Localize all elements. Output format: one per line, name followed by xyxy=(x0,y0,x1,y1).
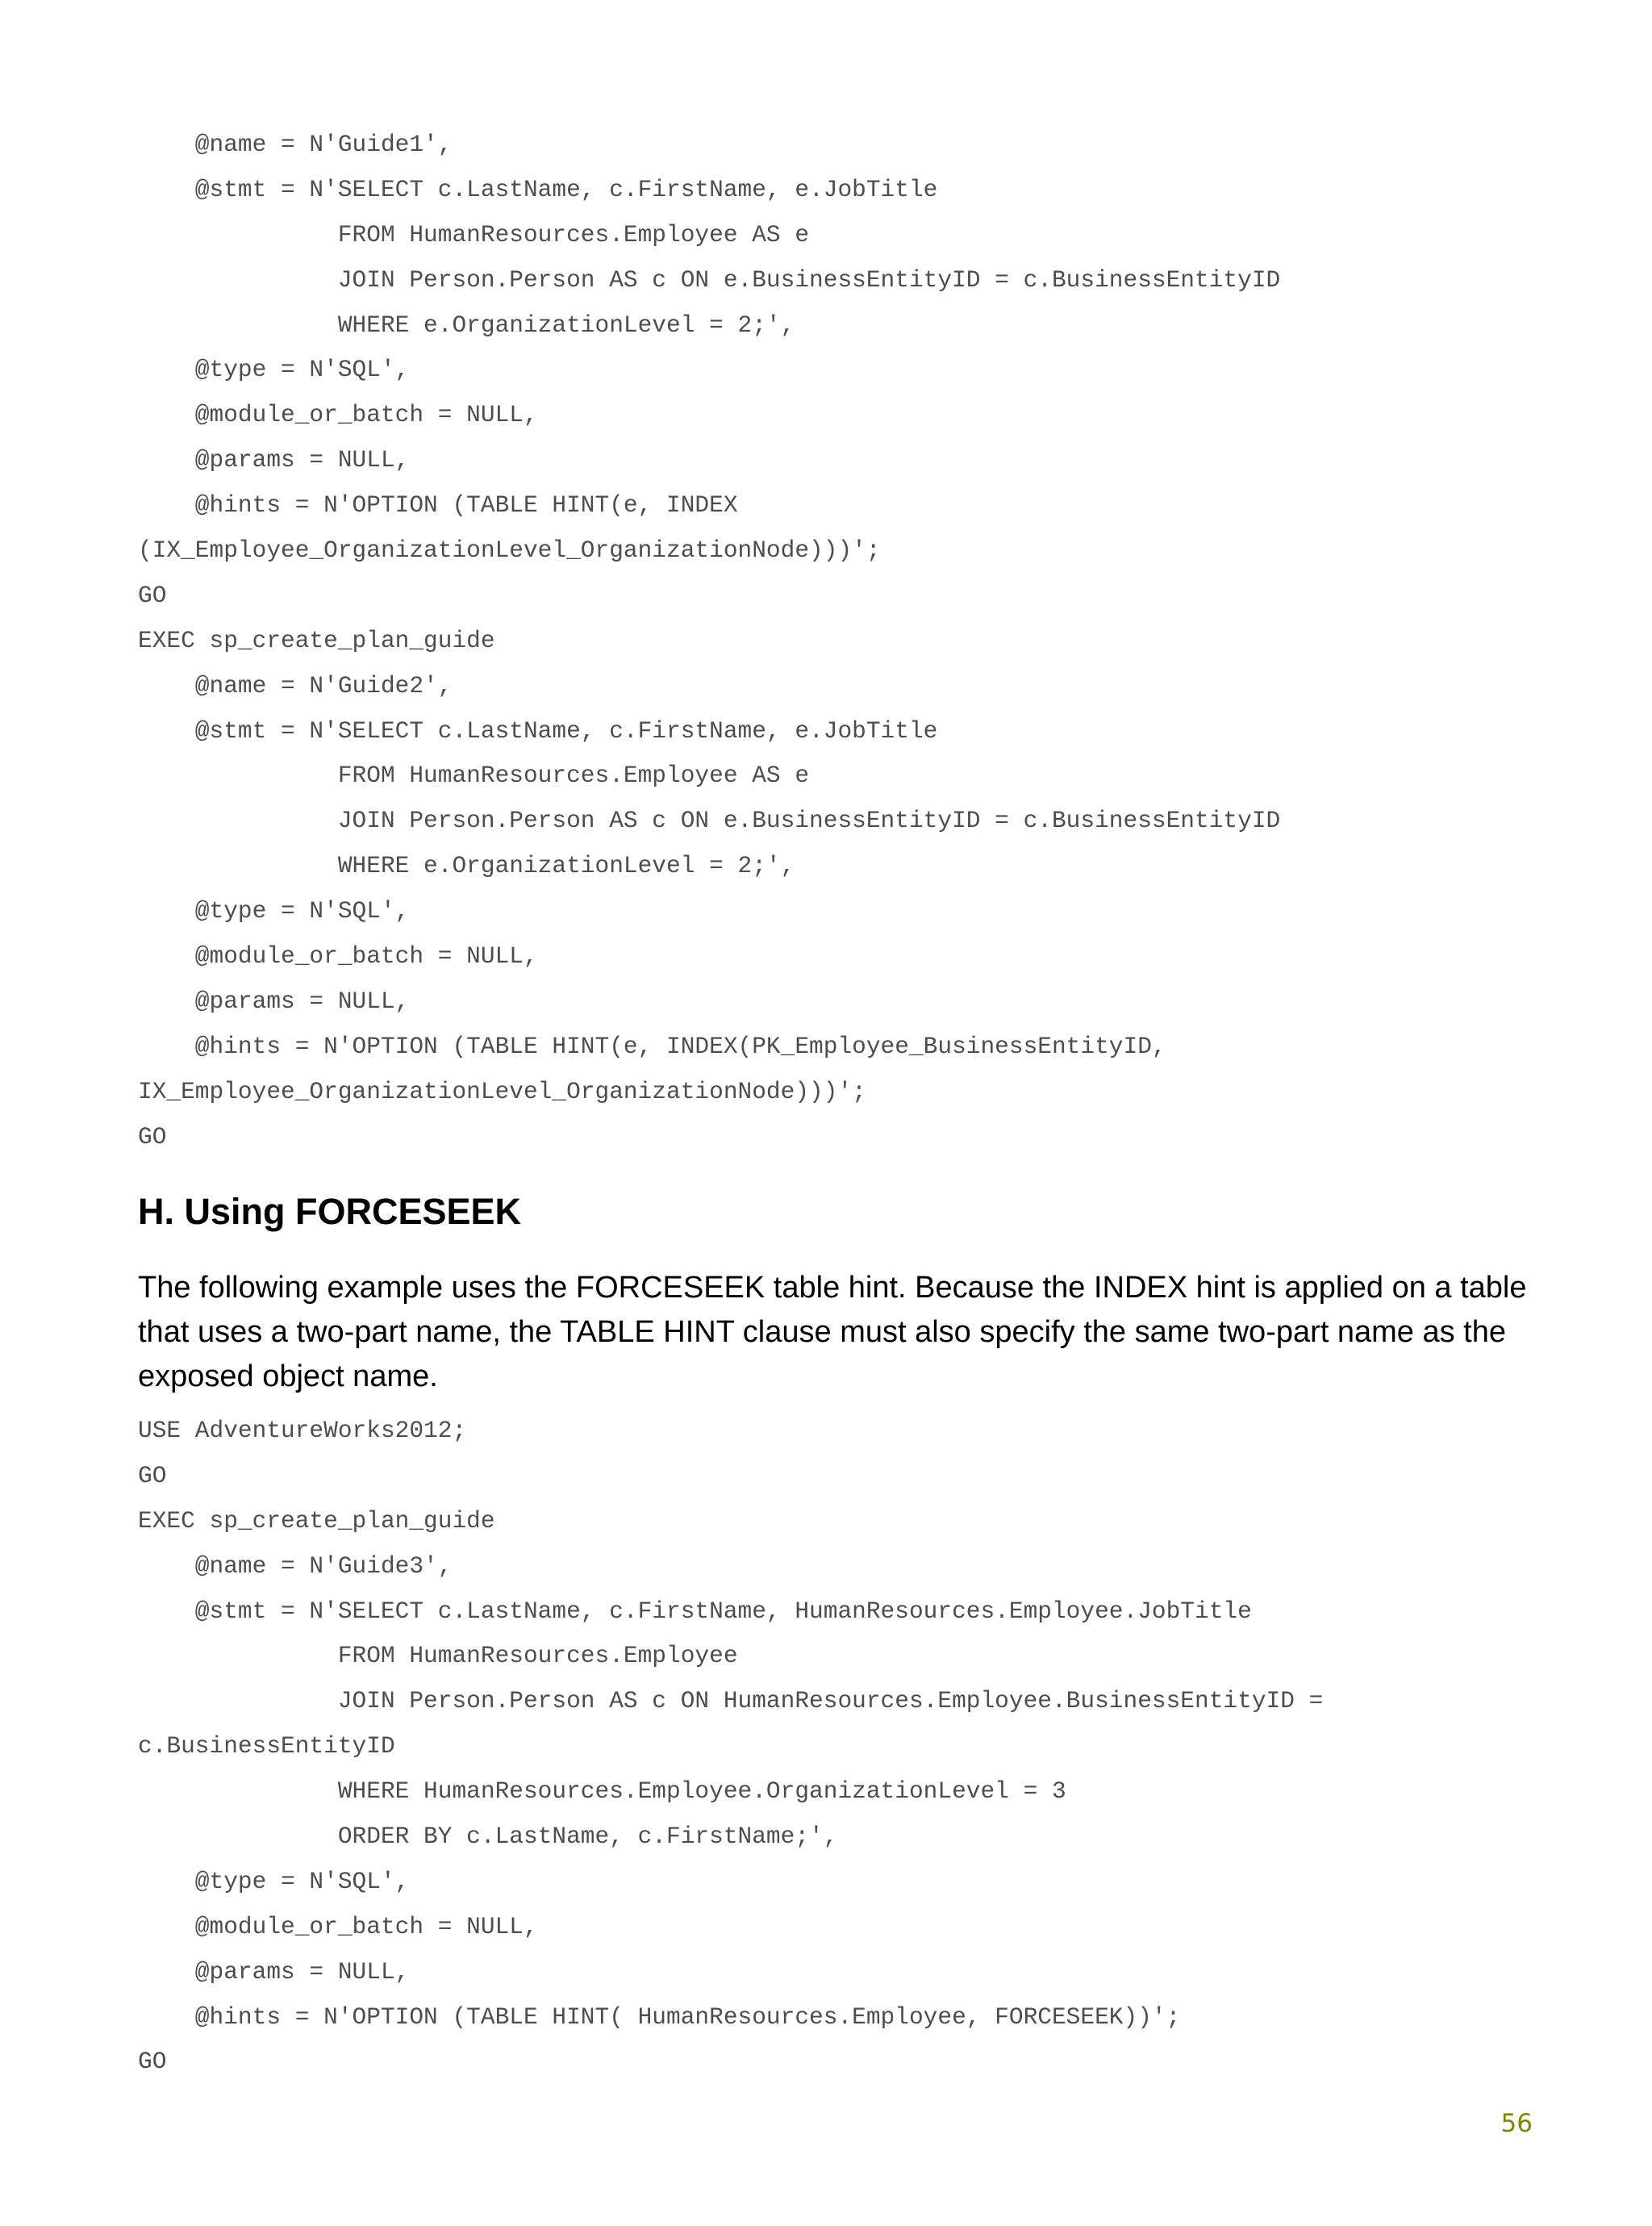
code-line: FROM HumanResources.Employee AS e xyxy=(138,220,810,248)
code-line: @stmt = N'SELECT c.LastName, c.FirstName, HumanResources.Employee.JobTitle xyxy=(138,1597,1252,1625)
code-line: ORDER BY c.LastName, c.FirstName;', xyxy=(138,1823,838,1851)
code-line: @stmt = N'SELECT c.LastName, c.FirstName, e.JobTitle xyxy=(138,175,938,203)
code-line: @stmt = N'SELECT c.LastName, c.FirstName, e.JobTitle xyxy=(138,716,938,745)
code-line: @name = N'Guide2', xyxy=(138,671,453,700)
code-line: JOIN Person.Person AS c ON e.BusinessEntityID = c.BusinessEntityID xyxy=(138,807,1281,835)
code-line: @hints = N'OPTION (TABLE HINT( HumanResources.Employee, FORCESEEK))'; xyxy=(138,2003,1181,2031)
code-line: @type = N'SQL', xyxy=(138,356,410,384)
code-line: @name = N'Guide1', xyxy=(138,131,453,158)
code-line: IX_Employee_OrganizationLevel_OrganizationNode)))'; xyxy=(138,1077,866,1105)
code-line: FROM HumanResources.Employee xyxy=(138,1642,738,1670)
page-number: 56 xyxy=(1500,2109,1533,2138)
code-line: GO xyxy=(138,1122,167,1151)
code-line: (IX_Employee_OrganizationLevel_OrganizationNode)))'; xyxy=(138,537,881,565)
code-line: c.BusinessEntityID xyxy=(138,1732,395,1760)
code-line: WHERE e.OrganizationLevel = 2;', xyxy=(138,852,795,880)
code-line: GO xyxy=(138,2048,167,2076)
code-line: @module_or_batch = NULL, xyxy=(138,942,538,971)
code-line: FROM HumanResources.Employee AS e xyxy=(138,762,810,790)
code-line: GO xyxy=(138,1461,167,1489)
code-line: EXEC sp_create_plan_guide xyxy=(138,1506,495,1535)
code-line: @module_or_batch = NULL, xyxy=(138,1912,538,1940)
section-heading: H. Using FORCESEEK xyxy=(138,1191,522,1232)
section-paragraph: The following example uses the FORCESEEK table hint. Because the INDEX hint is applied on a table that uses a two-part name, the TABLE HINT clause must also specify the same two-part name as the exposed object name. xyxy=(138,1271,1527,1393)
code-line: JOIN Person.Person AS c ON e.BusinessEntityID = c.BusinessEntityID xyxy=(138,265,1281,294)
code-line: @type = N'SQL', xyxy=(138,1867,410,1895)
code-line: @name = N'Guide3', xyxy=(138,1552,453,1580)
code-block-forceseek-example xyxy=(138,1409,1323,2085)
code-block-plan-guides xyxy=(138,123,1280,1159)
code-line: @params = NULL, xyxy=(138,446,410,474)
code-line: @hints = N'OPTION (TABLE HINT(e, INDEX xyxy=(138,491,738,520)
code-line: @type = N'SQL', xyxy=(138,897,410,925)
code-line: @hints = N'OPTION (TABLE HINT(e, INDEX(PK_Employee_BusinessEntityID, xyxy=(138,1032,1166,1060)
code-line: @module_or_batch = NULL, xyxy=(138,401,538,429)
code-line: WHERE HumanResources.Employee.OrganizationLevel = 3 xyxy=(138,1777,1066,1806)
code-line: USE AdventureWorks2012; xyxy=(138,1417,467,1444)
code-line: @params = NULL, xyxy=(138,987,410,1015)
code-line: GO xyxy=(138,581,167,609)
code-line: @params = NULL, xyxy=(138,1957,410,1986)
code-line: JOIN Person.Person AS c ON HumanResources.Employee.BusinessEntityID = xyxy=(138,1687,1324,1715)
code-line: WHERE e.OrganizationLevel = 2;', xyxy=(138,311,795,339)
code-line: EXEC sp_create_plan_guide xyxy=(138,626,495,654)
